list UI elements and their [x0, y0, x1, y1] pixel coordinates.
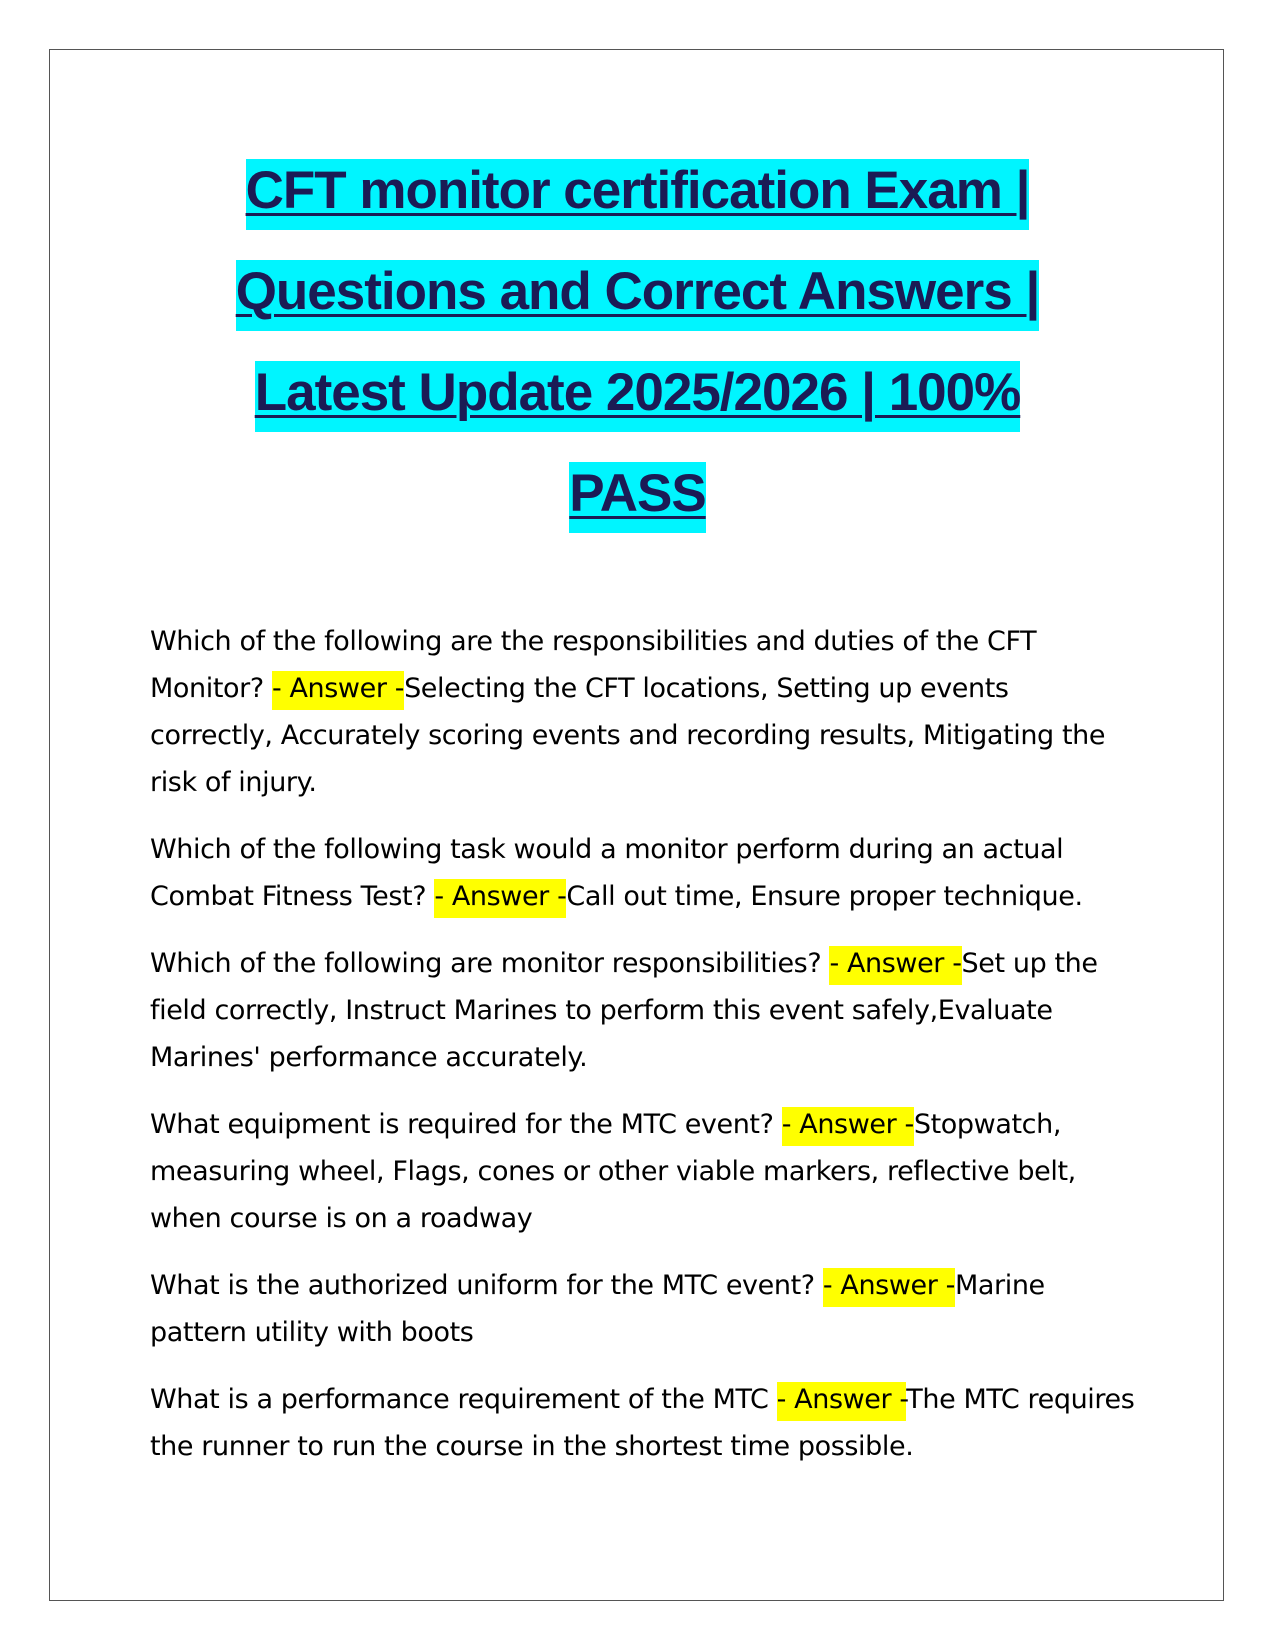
title-line-text: PASS	[569, 462, 705, 533]
title-line-text: Latest Update 2025/2026 | 100%	[255, 361, 1021, 432]
question-text: Which of the following are the responsibilities and duties of the CFT Monitor?	[150, 626, 1037, 704]
qa-item	[150, 1376, 1135, 1470]
question-text: Which of the following are monitor responsibilities?	[150, 948, 830, 979]
document-title	[80, 140, 1195, 544]
qa-item	[150, 826, 1135, 920]
question-text: Which of the following task would a monitor perform during an actual Combat Fitness Test?	[150, 834, 1064, 912]
qa-item	[150, 618, 1135, 806]
answer-label: - Answer -	[829, 946, 961, 985]
title-line-text: Questions and Correct Answers |	[236, 260, 1040, 331]
qa-item	[150, 1262, 1135, 1356]
answer-text: Set up the field correctly, Instruct Marines to perform this event safely,Evaluate Marines' performance accurately.	[150, 948, 1098, 1073]
answer-label: - Answer -	[823, 1268, 955, 1307]
qa-item	[150, 1101, 1135, 1242]
title-line	[80, 140, 1195, 241]
answer-label: - Answer -	[782, 1107, 914, 1146]
answer-text: Marine pattern utility with boots	[150, 1270, 1045, 1348]
answer-label: - Answer -	[777, 1382, 907, 1421]
answer-text: Selecting the CFT locations, Setting up events correctly, Accurately scoring events and recording results, Mitigating the risk of injury.	[150, 673, 1106, 798]
question-text: What is the authorized uniform for the MTC event?	[150, 1270, 823, 1301]
title-line	[80, 342, 1195, 443]
answer-text: Stopwatch, measuring wheel, Flags, cones or other viable markers, reflective belt, when course is on a roadway	[150, 1109, 1076, 1234]
qa-list	[150, 618, 1135, 1490]
title-line	[80, 443, 1195, 544]
title-line	[80, 241, 1195, 342]
answer-text: Call out time, Ensure proper technique.	[566, 881, 1083, 912]
question-text: What is a performance requirement of the MTC	[150, 1384, 777, 1415]
answer-text: The MTC requires the runner to run the course in the shortest time possible.	[150, 1384, 1135, 1462]
answer-label: - Answer -	[272, 671, 404, 710]
question-text: What equipment is required for the MTC event?	[150, 1109, 782, 1140]
title-line-text: CFT monitor certification Exam |	[246, 159, 1030, 230]
answer-label: - Answer -	[434, 879, 566, 918]
qa-item	[150, 940, 1135, 1081]
